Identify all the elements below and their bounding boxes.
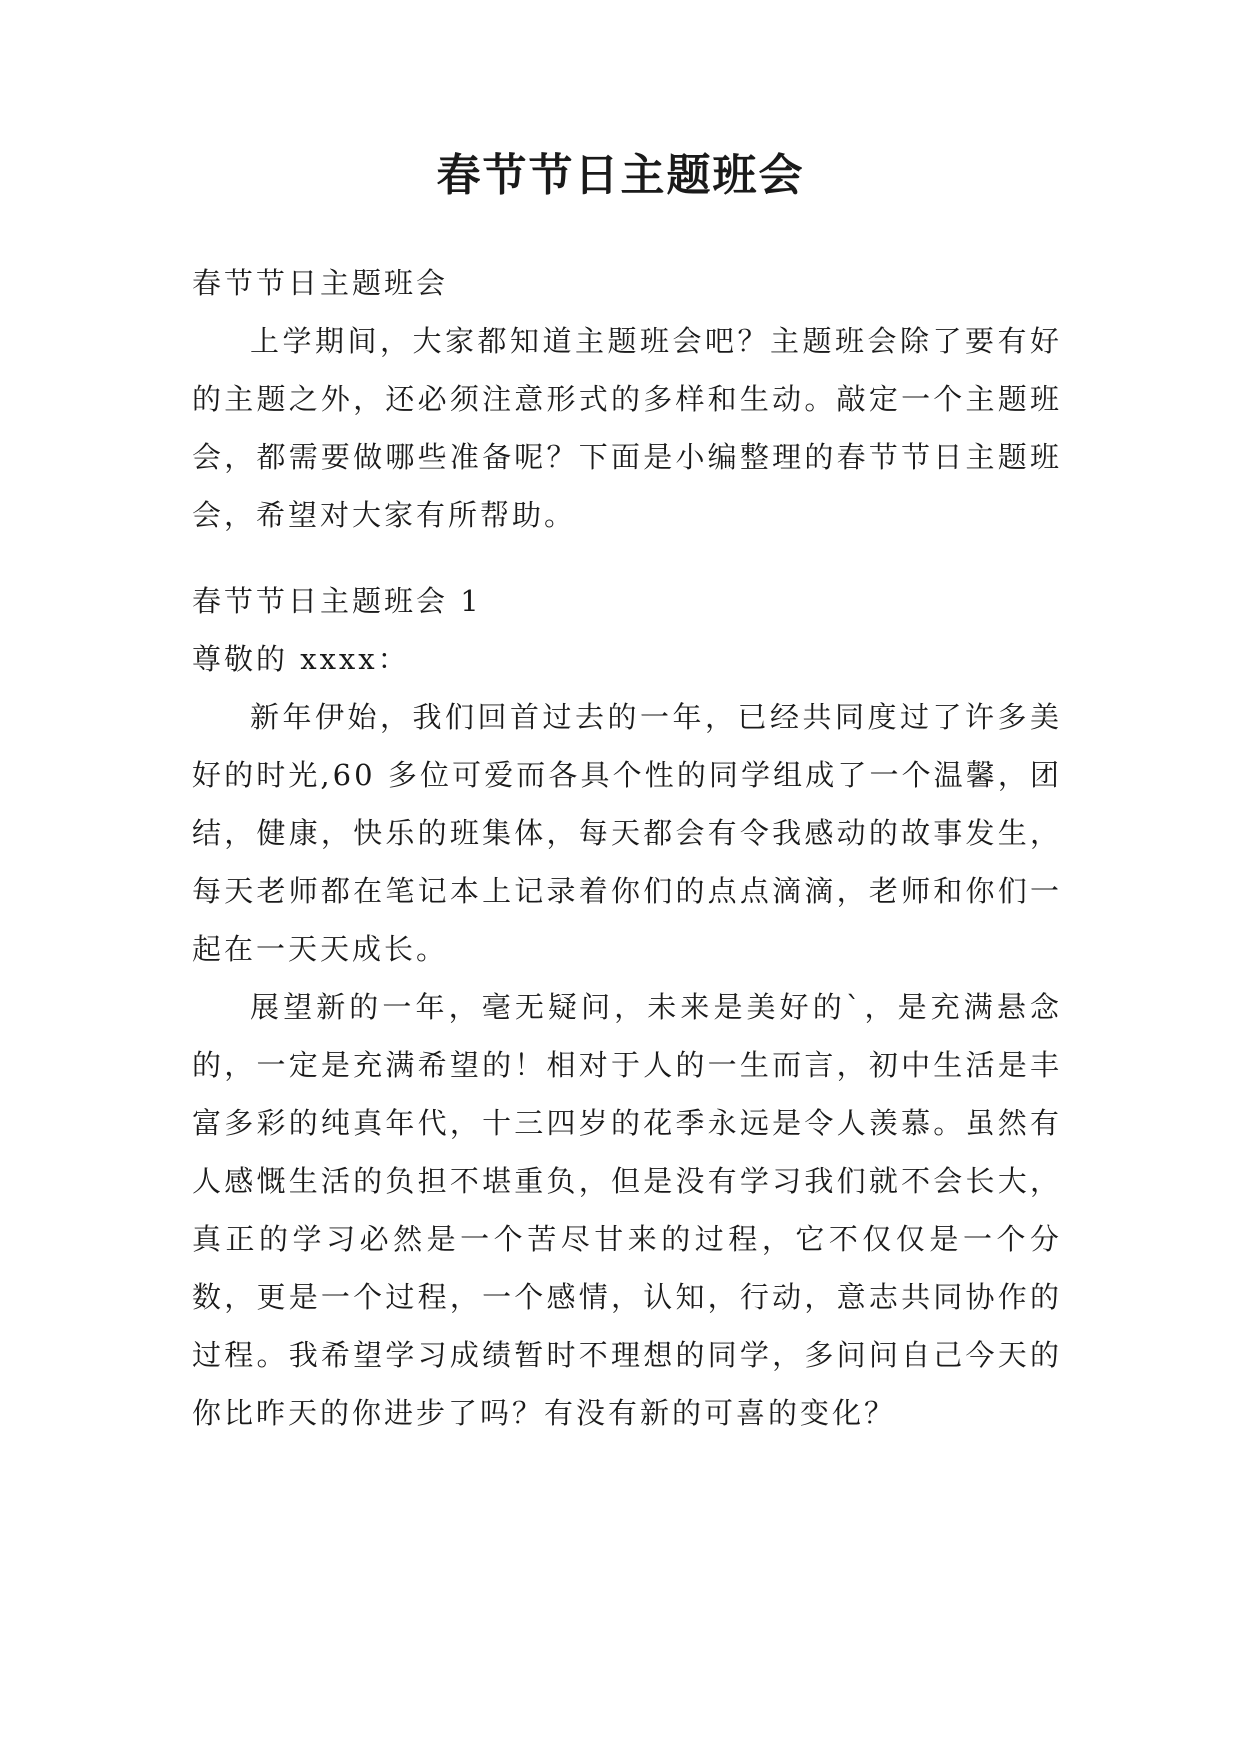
body-paragraph-1: 新年伊始，我们回首过去的一年，已经共同度过了许多美好的时光,60 多位可爱而各具个性的同学组成了一个温馨，团结，健康，快乐的班集体，每天都会有令我感动的故事发生，每天老师都在笔记本上记录着你们的点点滴滴，老师和你们一起在一天天成长。	[192, 700, 1062, 966]
intro-heading: 春节节日主题班会	[192, 266, 449, 300]
intro-paragraph: 上学期间，大家都知道主题班会吧？主题班会除了要有好的主题之外，还必须注意形式的多样和生动。敲定一个主题班会，都需要做哪些准备呢？下面是小编整理的春节节日主题班会，希望对大家有所帮助。	[192, 324, 1062, 532]
intro-section	[192, 254, 1062, 544]
document-title: 春节节日主题班会	[436, 150, 805, 201]
body-paragraph-2: 展望新的一年，毫无疑问，未来是美好的`，是充满悬念的，一定是充满希望的！相对于人的一生而言，初中生活是丰富多彩的纯真年代，十三四岁的花季永远是令人羡慕。虽然有人感慨生活的负担不堪重负，但是没有学习我们就不会长大，真正的学习必然是一个苦尽甘来的过程，它不仅仅是一个分数，更是一个过程，一个感情，认知，行动，意志共同协作的过程。我希望学习成绩暂时不理想的同学，多问问自己今天的你比昨天的你进步了吗？有没有新的可喜的变化？	[192, 990, 1062, 1430]
salutation: 尊敬的 xxxx：	[192, 642, 410, 676]
section-1	[192, 572, 1062, 1442]
section-1-heading: 春节节日主题班会 1	[192, 584, 482, 618]
